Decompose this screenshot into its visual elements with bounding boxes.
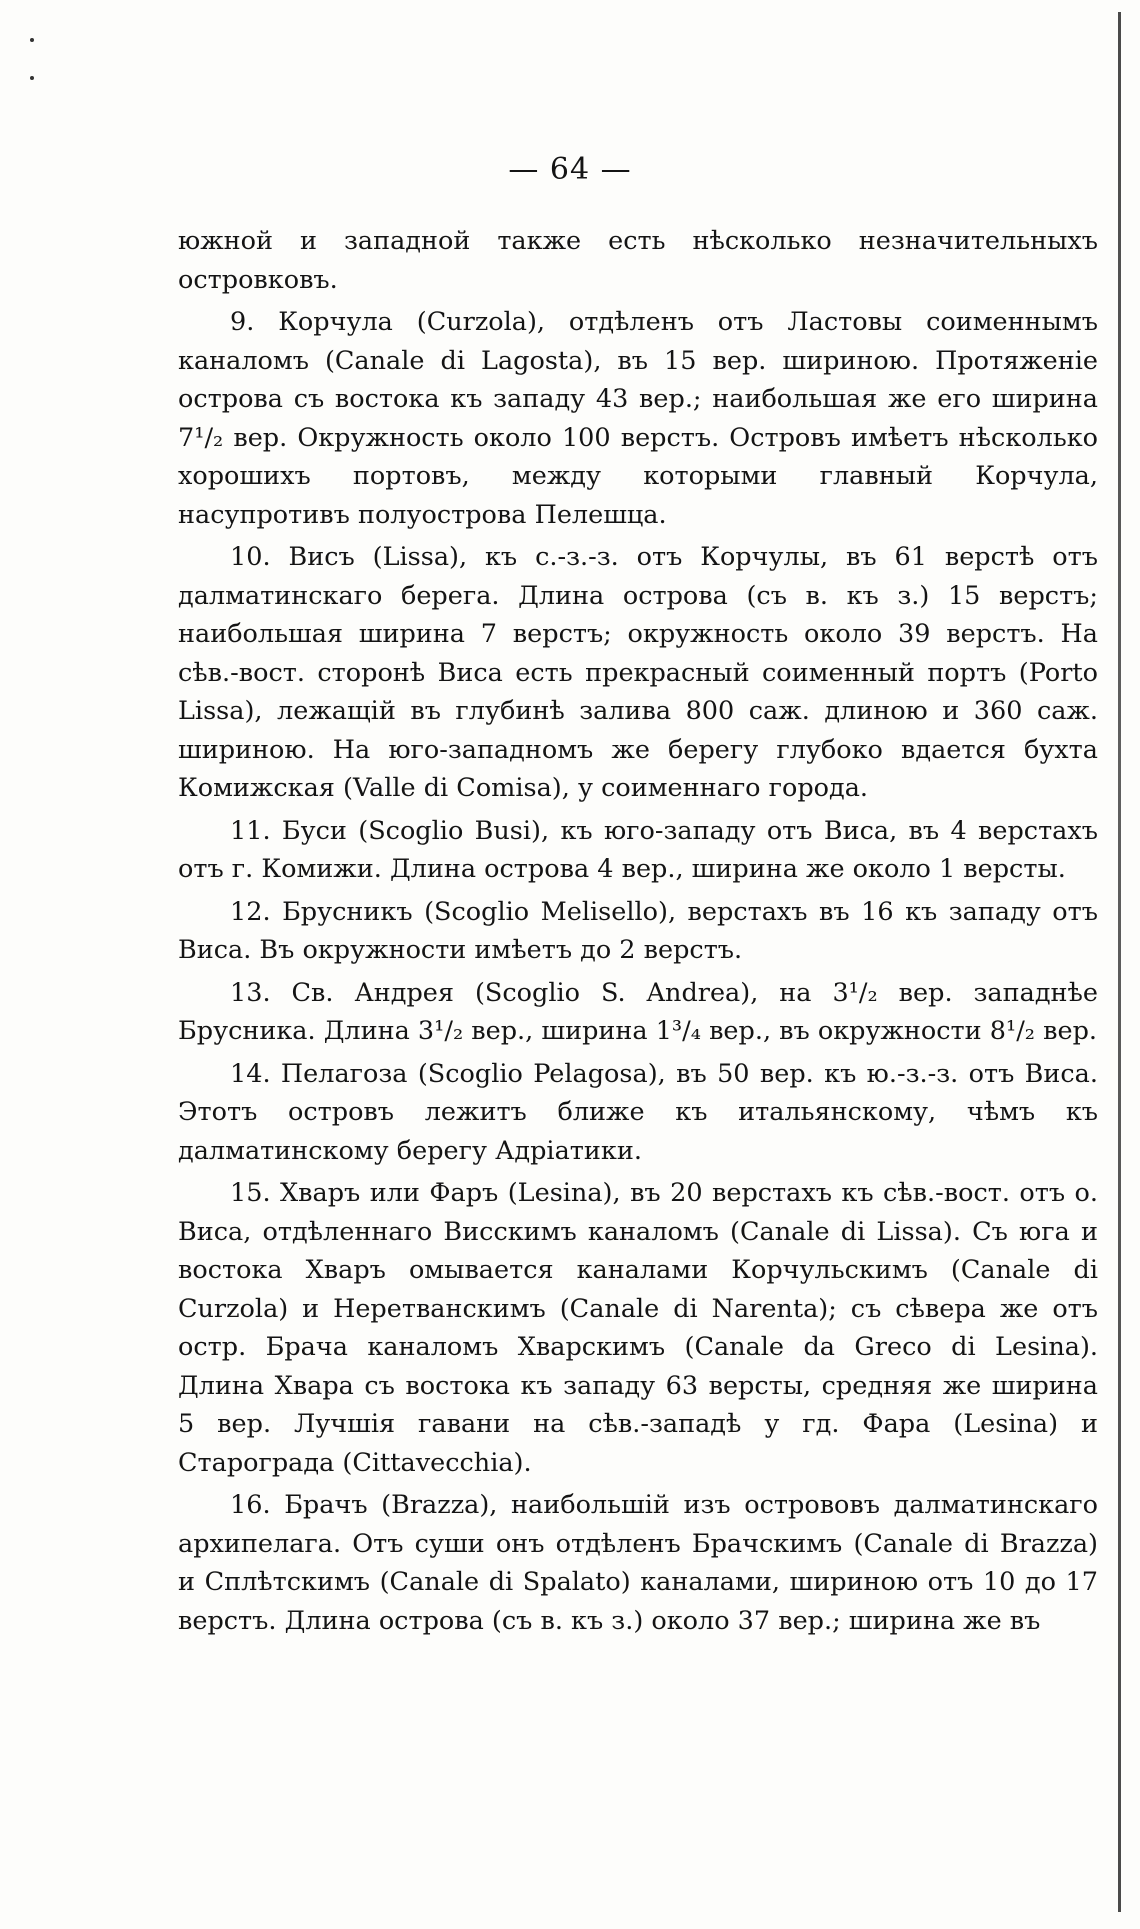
scan-speck <box>30 76 34 80</box>
paragraph-item-9: 9. Корчула (Curzola), отдѣленъ отъ Ластовы соименнымъ каналомъ (Canale di Lagosta), въ 15 вер. шириною. Протяженіе острова съ востока къ западу 43 вер.; наибольшая же его ширина 7¹/₂ вер. Окружность около 100 верстъ. Островъ имѣетъ нѣсколько хорошихъ портовъ, между которыми главный Корчула, насупротивъ полуострова Пелешца. <box>178 307 1098 530</box>
body-text <box>178 222 1098 1644</box>
page-number: 64 <box>549 152 591 187</box>
paragraph-item-11: 11. Буси (Scoglio Busi), къ юго-западу отъ Виса, въ 4 верстахъ отъ г. Комижи. Длина острова 4 вер., ширина же около 1 версты. <box>178 815 1098 884</box>
page-number-line <box>0 152 1140 187</box>
paragraph-item-14: 14. Пелагоза (Scoglio Pelagosa), въ 50 вер. къ ю.-з.-з. отъ Виса. Этотъ островъ лежитъ ближе къ итальянскому, чѣмъ къ далматинскому берегу Адріатики. <box>178 1058 1098 1166</box>
scan-edge-line <box>1118 12 1121 1912</box>
paragraph-item-15: 15. Хваръ или Фаръ (Lesina), въ 20 верстахъ къ сѣв.-вост. отъ о. Виса, отдѣленнаго Висскимъ каналомъ (Canale di Lissa). Съ юга и востока Хваръ омывается каналами Корчульскимъ (Canale di Curzola) и Неретванскимъ (Canale di Narenta); съ сѣвера же отъ остр. Брача каналомъ Хварскимъ (Canale da Greco di Lesina). Длина Хвара съ востока къ западу 63 версты, средняя же ширина 5 вер. Лучшія гавани на сѣв.-западѣ у гд. Фара (Lesina) и Старограда (Cittavecchia). <box>178 1178 1098 1478</box>
scan-speck <box>30 38 34 42</box>
paragraph-item-13: 13. Св. Андрея (Scoglio S. Andrea), на 3¹/₂ вер. западнѣе Брусника. Длина 3¹/₂ вер., ширина 1³/₄ вер., въ окружности 8¹/₂ вер. <box>178 977 1098 1046</box>
page-number-dash-left: — <box>508 152 540 187</box>
paragraph-item-16: 16. Брачъ (Brazza), наибольшій изъ острововъ далматинскаго архипелага. Отъ суши онъ отдѣленъ Брачскимъ (Canale di Brazza) и Сплѣтскимъ (Canale di Spalato) каналами, шириною отъ 10 до 17 верстъ. Длина острова (съ в. къ з.) около 37 вер.; ширина же въ <box>178 1490 1098 1636</box>
paragraph-continuation: южной и западной также есть нѣсколько незначительныхъ островковъ. <box>178 226 1098 295</box>
page-number-dash-right: — <box>600 152 632 187</box>
paragraph-item-12: 12. Брусникъ (Scoglio Melisello), верстахъ въ 16 къ западу отъ Виса. Въ окружности имѣетъ до 2 верстъ. <box>178 896 1098 965</box>
paragraph-item-10: 10. Висъ (Lissa), къ с.-з.-з. отъ Корчулы, въ 61 верстѣ отъ далматинскаго берега. Длина острова (съ в. къ з.) 15 верстъ; наибольшая ширина 7 верстъ; окружность около 39 верстъ. На сѣв.-вост. сторонѣ Виса есть прекрасный соименный портъ (Porto Lissa), лежащій въ глубинѣ залива 800 саж. длиною и 360 саж. шириною. На юго-западномъ же берегу глубоко вдается бухта Комижская (Valle di Comisa), у соименнаго города. <box>178 542 1098 803</box>
